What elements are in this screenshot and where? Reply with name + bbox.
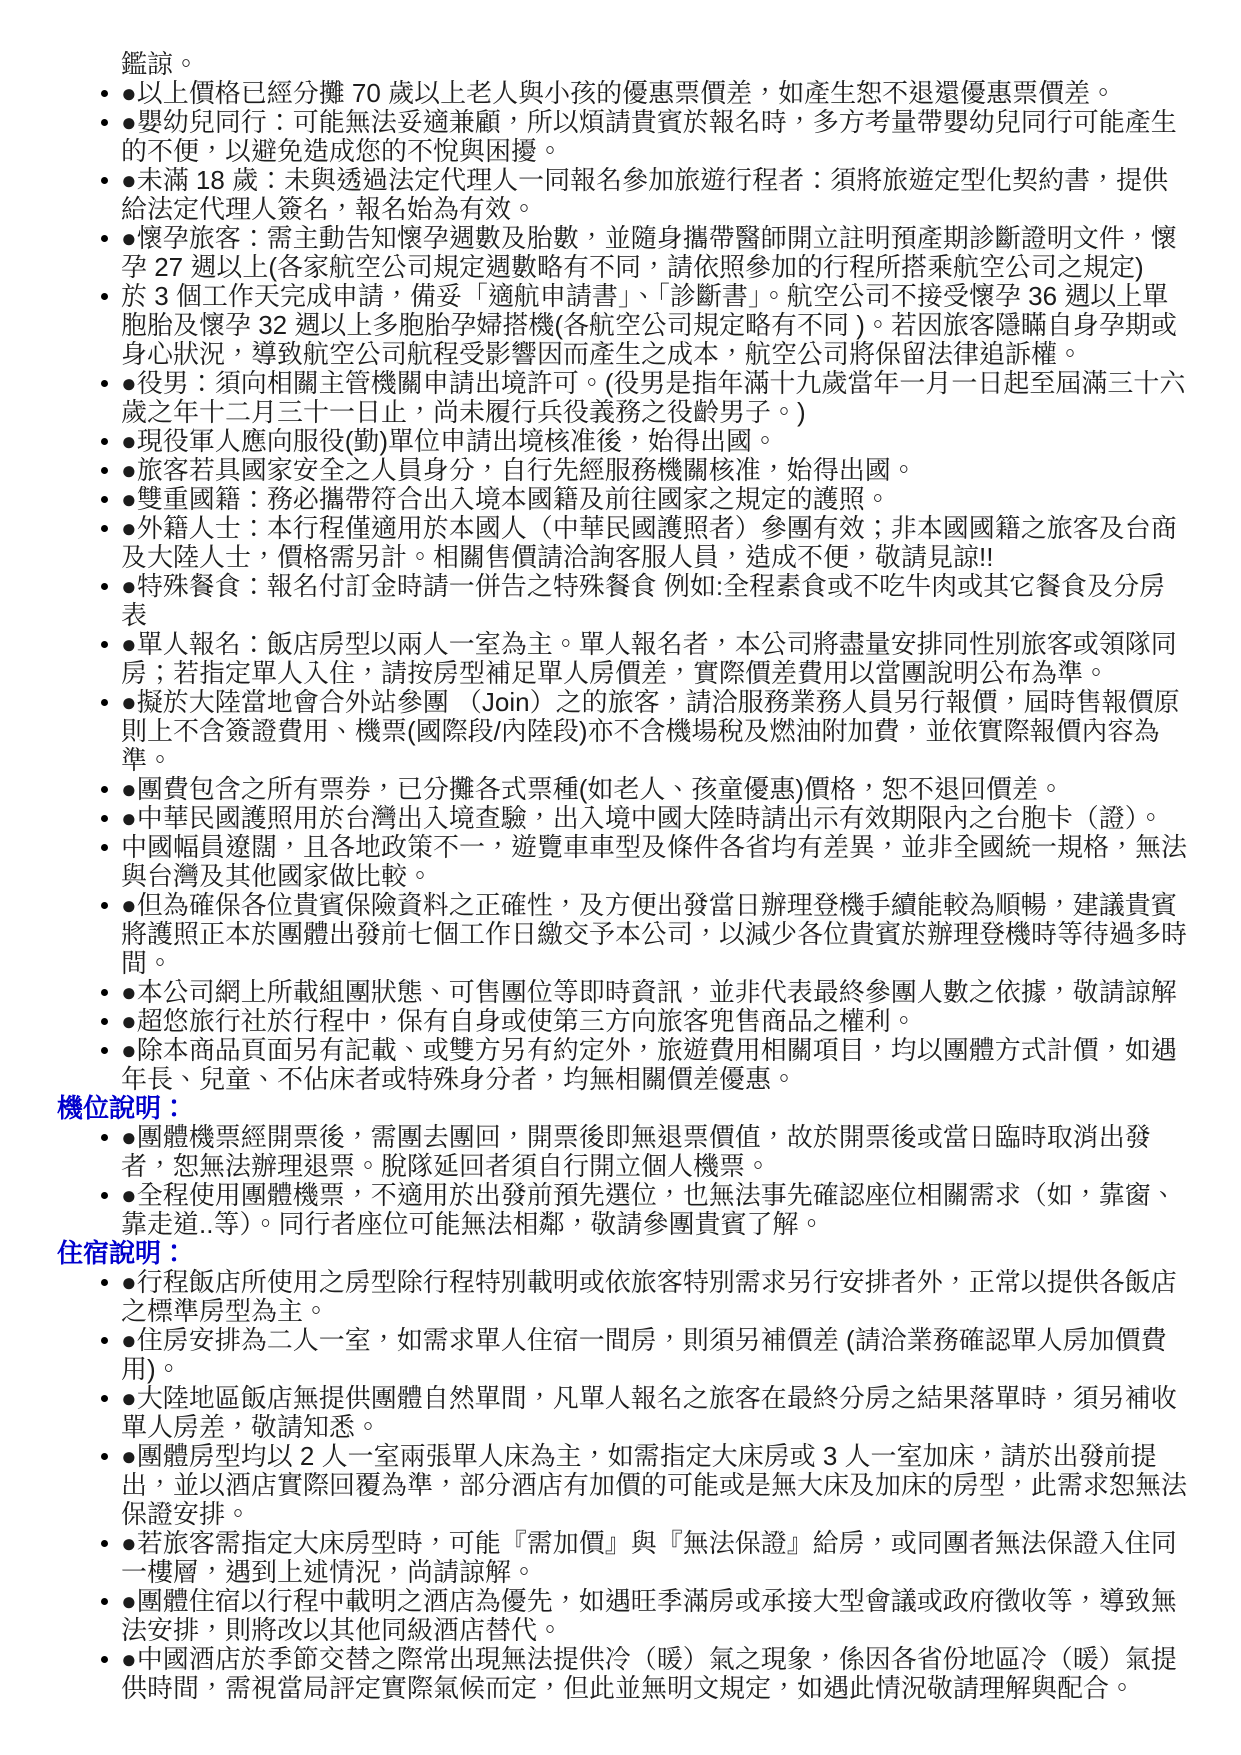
note-item [121, 1587, 1191, 1645]
bullet-icon [101, 1337, 108, 1344]
note-item [121, 485, 1191, 514]
note-item [121, 1007, 1191, 1036]
bullet-icon [101, 786, 108, 793]
note-item [121, 1529, 1191, 1587]
bullet-icon [101, 699, 108, 706]
note-text: ●嬰幼兒同行：可能無法妥適兼顧，所以煩請貴賓於報名時，多方考量帶嬰幼兒同行可能產生的不便，以避免造成您的不悅與困擾。 [121, 107, 1177, 166]
note-item [121, 1645, 1191, 1703]
note-text: ●旅客若具國家安全之人員身分，自行先經服務機關核准，始得出國。 [121, 455, 917, 485]
bullet-icon [101, 438, 108, 445]
note-item [121, 282, 1191, 369]
note-item [121, 79, 1191, 108]
bullet-icon [101, 844, 108, 851]
bullet-icon [101, 1279, 108, 1286]
note-text: ●若旅客需指定大床房型時，可能『需加價』與『無法保證』給房，或同團者無法保證入住同一樓層，遇到上述情況，尚請諒解。 [121, 1528, 1177, 1587]
note-item [121, 1384, 1191, 1442]
note-item [121, 514, 1191, 572]
note-item [121, 978, 1191, 1007]
note-text: ●住房安排為二人一室，如需求單人住宿一間房，則須另補價差 (請洽業務確認單人房加價費用)。 [121, 1325, 1167, 1384]
note-item [121, 572, 1191, 630]
continuation-text: 鑑諒。 [121, 49, 200, 79]
bullet-icon [101, 902, 108, 909]
bullet-icon [101, 1192, 108, 1199]
note-text: ●行程飯店所使用之房型除行程特別載明或依旅客特別需求另行安排者外，正常以提供各飯店之標準房型為主。 [121, 1267, 1177, 1326]
note-text: ●全程使用團體機票，不適用於出發前預先選位，也無法事先確認座位相關需求（如，靠窗、靠走道..等）。同行者座位可能無法相鄰，敬請參團貴賓了解。 [121, 1180, 1177, 1239]
note-item [121, 456, 1191, 485]
note-text: 中國幅員遼闊，且各地政策不一，遊覽車車型及條件各省均有差異，並非全國統一規格，無法與台灣及其他國家做比較。 [121, 832, 1188, 891]
flight-section-heading: 機位說明： [57, 1093, 188, 1123]
bullet-icon [101, 496, 108, 503]
note-text: ●團體住宿以行程中載明之酒店為優先，如遇旺季滿房或承接大型會議或政府徵收等，導致無法安排，則將改以其他同級酒店替代。 [121, 1586, 1177, 1645]
lodging-notes-list [0, 1268, 1241, 1703]
note-text: ●中華民國護照用於台灣出入境查驗，出入境中國大陸時請出示有效期限內之台胞卡（證）。 [121, 803, 1164, 833]
note-text: ●外籍人士：本行程僅適用於本國人（中華民國護照者）參團有效；非本國國籍之旅客及台商及大陸人士，價格需另計。相關售價請洽詢客服人員，造成不便，敬請見諒!! [121, 513, 1177, 572]
note-item [121, 1326, 1191, 1384]
note-item [121, 688, 1191, 775]
note-text: ●特殊餐食：報名付訂金時請一併告之特殊餐食 例如:全程素食或不吃牛肉或其它餐食及分房表 [121, 571, 1166, 630]
note-text: ●役男：須向相關主管機關申請出境許可。(役男是指年滿十九歲當年一月一日起至屆滿三十六歲之年十二月三十一日止，尚未履行兵役義務之役齡男子。) [121, 368, 1186, 427]
bullet-icon [101, 641, 108, 648]
note-text: ●但為確保各位貴賓保險資料之正確性，及方便出發當日辦理登機手續能較為順暢，建議貴賓將護照正本於團體出發前七個工作日繳交予本公司，以減少各位貴賓於辦理登機時等待過多時間。 [121, 890, 1188, 978]
note-text: ●超悠旅行社於行程中，保有自身或使第三方向旅客兜售商品之權利。 [121, 1006, 917, 1036]
note-text: ●擬於大陸當地會合外站參團 （Join）之的旅客，請洽服務業務人員另行報價，屆時售報價原則上不含簽證費用、機票(國際段/內陸段)亦不含機場稅及燃油附加費，並依實際報價內容為準。 [121, 687, 1180, 775]
bullet-icon [101, 525, 108, 532]
note-item [121, 427, 1191, 456]
note-item [121, 1036, 1191, 1094]
note-text: ●懷孕旅客：需主動告知懷孕週數及胎數，並隨身攜帶醫師開立註明預產期診斷證明文件，懷孕 27 週以上(各家航空公司規定週數略有不同，請依照參加的行程所搭乘航空公司之規定) [121, 223, 1177, 282]
bullet-icon [101, 177, 108, 184]
bullet-icon [101, 1018, 108, 1025]
bullet-icon [101, 1656, 108, 1663]
note-item [121, 630, 1191, 688]
bullet-icon [101, 583, 108, 590]
note-text: ●以上價格已經分攤 70 歲以上老人與小孩的優惠票價差，如產生恕不退還優惠票價差。 [121, 78, 1117, 108]
note-text: ●團費包含之所有票券，已分攤各式票種(如老人、孩童優惠)價格，恕不退回價差。 [121, 774, 1065, 804]
note-item [121, 1123, 1191, 1181]
bullet-icon [101, 293, 108, 300]
note-text: ●中國酒店於季節交替之際常出現無法提供冷（暖）氣之現象，係因各省份地區冷（暖）氣提供時間，需視當局評定實際氣候而定，但此並無明文規定，如遇此情況敬請理解與配合。 [121, 1644, 1177, 1703]
note-text: ●團體機票經開票後，需團去團回，開票後即無退票價值，故於開票後或當日臨時取消出發者，恕無法辦理退票。脫隊延回者須自行開立個人機票。 [121, 1122, 1151, 1181]
bullet-icon [101, 815, 108, 822]
note-item [121, 369, 1191, 427]
bullet-icon [101, 1453, 108, 1460]
bullet-icon [101, 90, 108, 97]
note-item [121, 891, 1191, 978]
note-text: ●雙重國籍：務必攜帶符合出入境本國籍及前往國家之規定的護照。 [121, 484, 891, 514]
bullet-icon [101, 380, 108, 387]
bullet-icon [101, 1134, 108, 1141]
note-text: 於 3 個工作天完成申請，備妥「適航申請書」、「診斷書」。航空公司不接受懷孕 36 週以上單胞胎及懷孕 32 週以上多胞胎孕婦搭機(各航空公司規定略有不同 )。若因旅客隱瞞自身孕期或身心狀況，導致航空公司航程受影響因而產生之成本，航空公司將保留法律追訴權。 [121, 281, 1177, 369]
note-item [121, 1268, 1191, 1326]
bullet-icon [101, 1540, 108, 1547]
bullet-icon [101, 1047, 108, 1054]
bullet-icon [101, 119, 108, 126]
bullet-icon [101, 989, 108, 996]
note-text: ●未滿 18 歲：未與透過法定代理人一同報名參加旅遊行程者：須將旅遊定型化契約書，提供給法定代理人簽名，報名始為有效。 [121, 165, 1169, 224]
note-item [121, 224, 1191, 282]
note-text: ●單人報名：飯店房型以兩人一室為主。單人報名者，本公司將盡量安排同性別旅客或領隊同房；若指定單人入住，請按房型補足單人房價差，實際價差費用以當團說明公布為準。 [121, 629, 1177, 688]
note-text: ●除本商品頁面另有記載、或雙方另有約定外，旅遊費用相關項目，均以團體方式計價，如遇年長、兒童、不佔床者或特殊身分者，均無相關價差優惠。 [121, 1035, 1177, 1094]
lodging-section-heading: 住宿說明： [57, 1238, 188, 1268]
note-item [121, 1442, 1191, 1529]
note-item [121, 108, 1191, 166]
note-item [121, 833, 1191, 891]
bullet-icon [101, 235, 108, 242]
general-notes-list [0, 79, 1241, 1094]
note-item [121, 804, 1191, 833]
note-item [121, 1181, 1191, 1239]
bullet-icon [101, 1395, 108, 1402]
note-text: ●現役軍人應向服役(勤)單位申請出境核准後，始得出國。 [121, 426, 779, 456]
note-text: ●團體房型均以 2 人一室兩張單人床為主，如需指定大床房或 3 人一室加床，請於出發前提出，並以酒店實際回覆為準，部分酒店有加價的可能或是無大床及加床的房型，此需求恕無法保證安排。 [121, 1441, 1188, 1529]
note-text: ●大陸地區飯店無提供團體自然單間，凡單人報名之旅客在最終分房之結果落單時，須另補收單人房差，敬請知悉。 [121, 1383, 1177, 1442]
flight-notes-list [0, 1123, 1241, 1239]
note-item [121, 775, 1191, 804]
note-item [121, 166, 1191, 224]
note-text: ●本公司網上所載組團狀態、可售團位等即時資訊，並非代表最終參團人數之依據，敬請諒解 [121, 977, 1177, 1007]
bullet-icon [101, 467, 108, 474]
bullet-icon [101, 1598, 108, 1605]
